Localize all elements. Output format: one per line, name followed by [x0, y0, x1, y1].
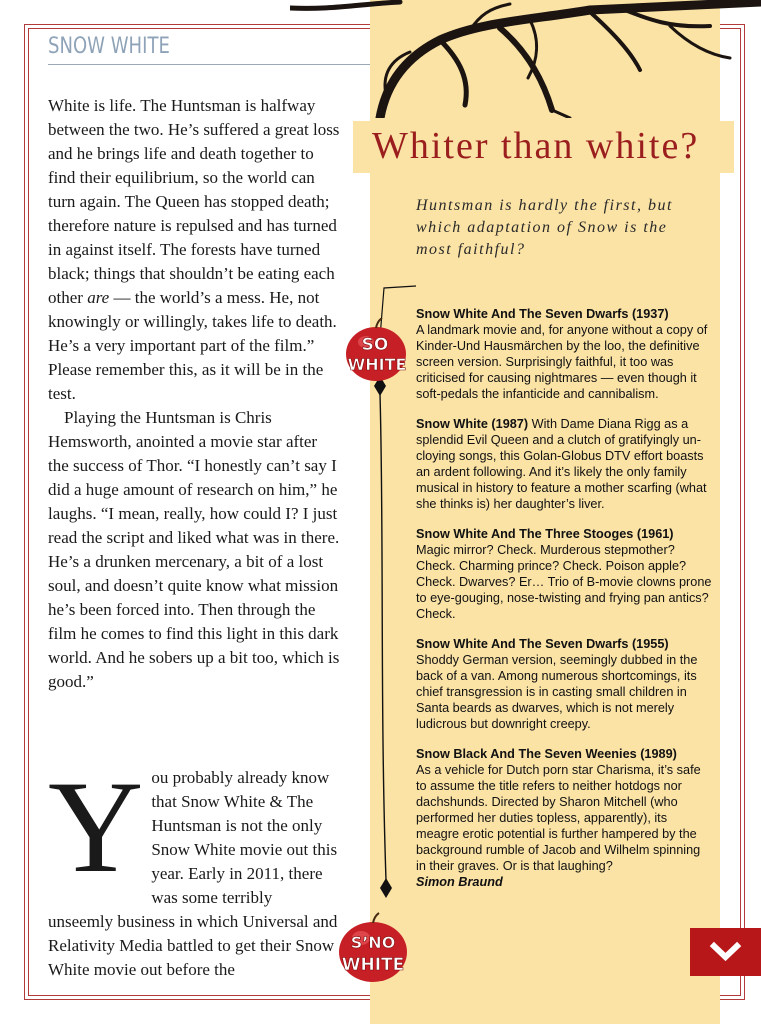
dropcap-paragraph [48, 753, 340, 982]
dropcap-text: ou probably already know that Snow White & The Huntsman is not the only Snow White movie out this year. Early in 2011, there was some terribly unseemly business in which Universal and Relativity Media battled to get their Snow White movie out before the [48, 768, 338, 979]
entry-title: Snow White And The Three Stooges (1961) [416, 527, 674, 541]
list-item [416, 526, 712, 622]
tree-branch-illustration [290, 0, 761, 118]
adaptation-list [416, 306, 712, 890]
section-label: SNOW WHITE [48, 34, 170, 59]
chevron-down-icon [690, 928, 761, 976]
badge-text-top: SO [361, 335, 389, 355]
body-paragraph [48, 94, 340, 406]
list-item [416, 306, 712, 402]
article-body [48, 94, 340, 694]
next-page-button[interactable] [690, 928, 761, 976]
so-white-apple-badge [344, 318, 408, 382]
sidebar-standfirst: Huntsman is hardly the first, but which adaptation of Snow is the most faithful? [416, 197, 673, 258]
entry-title: Snow White (1987) [416, 417, 529, 431]
byline: Simon Braund [416, 875, 503, 889]
entry-text: Shoddy German version, seemingly dubbed in the back of a van. Among numerous shortcomings, its chief transgression is in casting small children in Santa beards as dwarves, which is not merely ludicrous but downright creepy. [416, 653, 698, 731]
list-item [416, 636, 712, 732]
list-item [416, 746, 712, 890]
body-text: — the world’s a mess. He, not knowingly or willingly, takes life to death. He’s a very important part of the film.” Please remember this, as it will be in the test. [48, 288, 337, 403]
sidebar-headline: Whiter than white? [372, 125, 700, 167]
badge-text-bottom: WHITE [341, 955, 405, 975]
rating-timeline [340, 282, 420, 982]
list-item [416, 416, 712, 512]
emphasis-text: are [87, 288, 110, 307]
badge-text-bottom: WHITE [347, 355, 407, 374]
sno-white-apple-badge [337, 912, 409, 984]
entry-title: Snow Black And The Seven Weenies (1989) [416, 747, 677, 761]
body-text: White is life. The Huntsman is halfway between the two. He’s suffered a great loss and he brings life and death together to find their equilibrium, so the world can turn again. The Queen has stopped death; therefore nature is repulsed and has turned in against itself. The forests have turned black; things that shouldn’t be eating each other [48, 96, 340, 307]
entry-title: Snow White And The Seven Dwarfs (1955) [416, 637, 669, 651]
body-paragraph: Playing the Huntsman is Chris Hemsworth, anointed a movie star after the success of Thor. “I honestly can’t say I did a huge amount of research on him,” he laughs. “I mean, really, how could I? I just read the script and liked what was in there. He’s a drunken mercenary, a bit of a lost soul, and doesn’t quite know what mission he’s been forced into. Then through the film he comes to find this light in this dark world. And he sobers up a bit too, which is good.” [48, 408, 340, 691]
dropcap-letter: Y [48, 753, 144, 900]
entry-text: A landmark movie and, for anyone without a copy of Kinder-Und Hausmärchen by the loo, the definitive screen version. Surprisingly faithful, it too was criticised for causing nightmares — even though it soft-pedals the infanticide and cannibalism. [416, 323, 708, 401]
entry-text: As a vehicle for Dutch porn star Charisma, it’s safe to assume the title refers to neither hotdogs nor dachshunds. Directed by Sharon Mitchell (who performed her duties topless, apparently), its meagre erotic potential is further hampered by the background rumble of Jacob and Wilhelm spinning in their graves. Or is that laughing? [416, 763, 701, 873]
badge-text-top: S’NO [350, 933, 396, 952]
entry-text: With Dame Diana Rigg as a splendid Evil Queen and a clutch of gratifyingly un-cloying songs, this Golan-Globus DTV effort boasts an ardent following. And it’s likely the only family musical in history to feature a mother scarfing (what she thinks is) her daughter’s liver. [416, 417, 707, 511]
entry-text: Magic mirror? Check. Murderous stepmother? Check. Charming prince? Check. Poison apple? Check. Dwarves? Er… Trio of B-movie clowns prone to eye-gouging, nose-twisting and frying pan antics? Check. [416, 543, 712, 621]
entry-title: Snow White And The Seven Dwarfs (1937) [416, 307, 669, 321]
